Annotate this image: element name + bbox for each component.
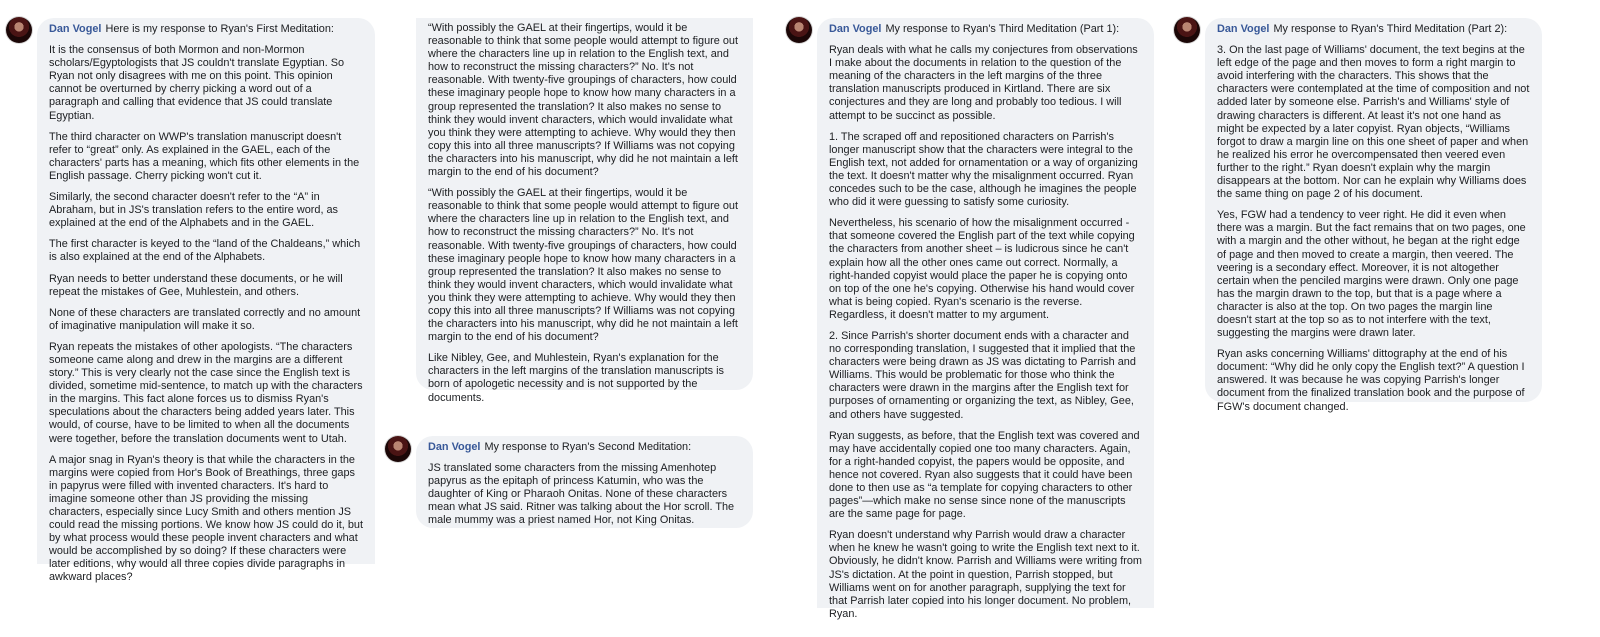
avatar[interactable] [6,17,32,43]
comment-headline: My response to Ryan's Second Meditation: [484,441,692,453]
comment-paragraph: Nevertheless, his scenario of how the misalignment occurred - that someone covered the English part of the text while copying the characters from another sheet – is ludicrous since he can't explain how all the other ones came out correct. Normally, a right-handed copyist would place the paper he is copying onto on top of the one he's copying. Otherwise his hand would cover what is being copied. Ryan's scenario is the reverse. Regardless, it doesn't matter to my argument. [829,217,1135,321]
comment-header [49,23,363,36]
comment-author[interactable]: Dan Vogel [1217,23,1270,35]
comment-headline: Here is my response to Ryan's First Meditation: [105,23,334,35]
comment-bubble-first-meditation [37,18,375,584]
comment-paragraph: 3. On the last page of Williams' document, the text begins at the left edge of the page and then moves to form a right margin to avoid interfering with the characters. This shows that the characters were contemplated at the time of composition and not added later by someone else. Parrish's and Williams' style of drawing characters is different. At least it's not one hand as might be expected by a later copyist. Ryan objects, “Williams forgot to draw a margin line on this one sheet of paper and when he realized his error he overcompensated then veered even further to the right.” Ryan doesn't explain why the margin disappears at the bottom. Nor can he explain why Williams does the same thing on page 2 of his document. [1217,44,1530,201]
comment-paragraph: A major snag in Ryan's theory is that while the characters in the margins were copied from Hor's Book of Breathings, three gaps in papyrus were filled with invented characters. It's hard to imagine someone other than JS providing the missing characters, especially since Lucy Smith and others mention JS could read the missing portions. We know how JS could do it, but by what process would these people invent characters and what would be accomplished by so doing? If these characters were later editions, why would all three copies divide paragraphs in awkward places? [49,453,363,584]
comment-bubble-third-meditation-part-1 [817,18,1154,620]
comment-paragraph: It is the consensus of both Mormon and non-Mormon scholars/Egyptologists that JS couldn't translate Egyptian. So Ryan not only disagrees with me on this point. This opinion cannot be overturned by cherry picking a word out of a paragraph and calling that evidence that JS could translate Egyptian. [49,44,345,122]
comment-paragraph: 2. Since Parrish's shorter document ends with a character and no corresponding translation, I suggested that it implied that the characters were being drawn as JS was dictating to Parrish and Williams. This would be problematic for those who think the characters were drawn in the margins after the English text for purposes of ornamenting or organizing the text, as Nibley, Gee, and others have suggested. [829,329,1136,421]
comment-paragraph: “With possibly the GAEL at their fingertips, would it be reasonable to think that some people would attempt to figure out where the characters line up in relation to the English text, and how to reconstruct the missing characters?” No. It's not reasonable. With twenty-five groupings of characters, how could these imaginary people hope to know how many characters in a group represented the translation? It also makes no sense to think they would invent characters, which would invalidate what you think they were attempting to achieve. Why would they then copy this into all three manuscripts? If Williams was not copying the characters into his manuscript, why did he not maintain a left margin to the end of his document? [428,22,738,179]
comment-headline: My response to Ryan's Third Meditation (Part 1): [885,23,1120,35]
comment-paragraph: Ryan deals with what he calls my conjectures from observations I make about the documents in relation to the question of the meaning of the characters in the left margins of the three translation manuscripts produced in Kirtland. There are six conjectures and they are long and probably too tedious. I will attempt to be succinct as possible. [829,44,1138,122]
avatar[interactable] [786,17,812,43]
comment-paragraph: Ryan needs to better understand these documents, or he will repeat the mistakes of Gee, Muhlestein, and others. [49,272,343,298]
comment-paragraph: JS translated some characters from the missing Amenhotep papyrus as the epitaph of princess Katumin, who was the daughter of King or Pharaoh Onitas. None of these characters mean what JS said. Ritner was talking about the Hor scroll. The male mummy was a priest named Hor, not King Onitas. [428,462,735,527]
comment-header [829,23,1142,36]
comment-paragraph: Yes, FGW had a tendency to veer right. He did it even when there was a margin. But the fact remains that on two pages, one with a margin and the other without, he began at the right edge of page and then moved to create a margin, then veered. The veering is a secondary effect. Moreover, it is not altogether certain when the penciled margins were drawn. Only one page has the margin drawn to the top, but that is a page where a character is also at the top. On two pages the margin line doesn't start at the top so as to not interfere with the text, suggesting the margins were drawn later. [1217,209,1526,340]
comment-author[interactable]: Dan Vogel [49,23,102,35]
comment-paragraph: Ryan asks concerning Williams' dittography at the end of his document: “Why did he only copy the English text?” A question I answered. It was because he was copying Parrish's longer document from the finalized translation book and the purpose of FGW's document changed. [1217,348,1525,413]
comment-paragraph: Ryan repeats the mistakes of other apologists. “The characters someone came along and drew in the margins are a different story.” This is very clearly not the case since the English text is divided, sometime mid-sentence, to match up with the characters in the margins. This fact alone forces us to dismiss Ryan's speculations about the characters being added years later. This would, of course, have to be limited to when all the documents were together, before the translation documents went to Utah. [49,340,363,445]
comment-author[interactable]: Dan Vogel [428,441,481,453]
comment-bubble-continuation [416,18,753,404]
comment-bubble-second-meditation [416,436,753,528]
comment-author[interactable]: Dan Vogel [829,23,882,35]
avatar[interactable] [1174,17,1200,43]
comment-paragraph: The third character on WWP's translation manuscript doesn't refer to “great” only. As explained in the GAEL, each of the characters' parts has a meaning, which fits other elements in the English passage. Cherry picking won't cut it. [49,130,360,182]
comment-paragraph: Similarly, the second character doesn't refer to the “A” in Abraham, but in JS's translation refers to the entire word, as explained at the end of the Alphabets and in the GAEL. [49,191,339,230]
comment-header [428,441,741,454]
comment-paragraph: “With possibly the GAEL at their fingertips, would it be reasonable to think that some people would attempt to figure out where the characters line up in relation to the English text, and how to reconstruct the missing characters?” No. It's not reasonable. With twenty-five groupings of characters, how could these imaginary people hope to know how many characters in a group represented the translation? It also makes no sense to think they would invent characters, which would invalidate what you think they were attempting to achieve. Why would they then copy this into all three manuscripts? If Williams was not copying the characters into his manuscript, why did he not maintain a left margin to the end of his document? [428,187,738,344]
comment-paragraph: Ryan suggests, as before, that the English text was covered and may have accidentally copied one too many characters. Again, for a right-handed copyist, the papers would be opposite, and hence not covered. Ryan also suggests that it could have been done to then use as “a template for copying characters to other pages”—which make no sense since none of the manuscripts are the same page for page. [829,429,1140,521]
avatar[interactable] [385,436,411,462]
comment-headline: My response to Ryan's Third Meditation (Part 2): [1273,23,1508,35]
comment-bubble-third-meditation-part-2 [1205,18,1542,413]
comment-paragraph: The first character is keyed to the “land of the Chaldeans,” which is also explained at the end of the Alphabets. [49,238,361,264]
comment-paragraph: 1. The scraped off and repositioned characters on Parrish's longer manuscript show that the characters were integral to the English text, not added for ornamentation or a way of organizing the text. It doesn't matter why the misalignment occurred. Ryan concedes such to be the case, although he imagines the people who did it were guessing to satisfy some curiosity. [829,130,1138,209]
comment-paragraph: None of these characters are translated correctly and no amount of imaginative manipulation will make it so. [49,306,361,332]
comment-header [1217,23,1530,36]
comment-paragraph: Like Nibley, Gee, and Muhlestein, Ryan's explanation for the characters in the left margins of the translation manuscripts is born of apologetic necessity and is not supported by the documents. [428,352,724,404]
comment-paragraph: Ryan doesn't understand why Parrish would draw a character when he knew he wasn't going to write the English text next to it. Obviously, he didn't know. Parrish and Williams were writing from JS's dictation. At the point in question, Parrish stopped, but Williams went on for another paragraph, supplying the text for that Parrish later copied into his longer document. No problem, Ryan. [829,529,1142,620]
